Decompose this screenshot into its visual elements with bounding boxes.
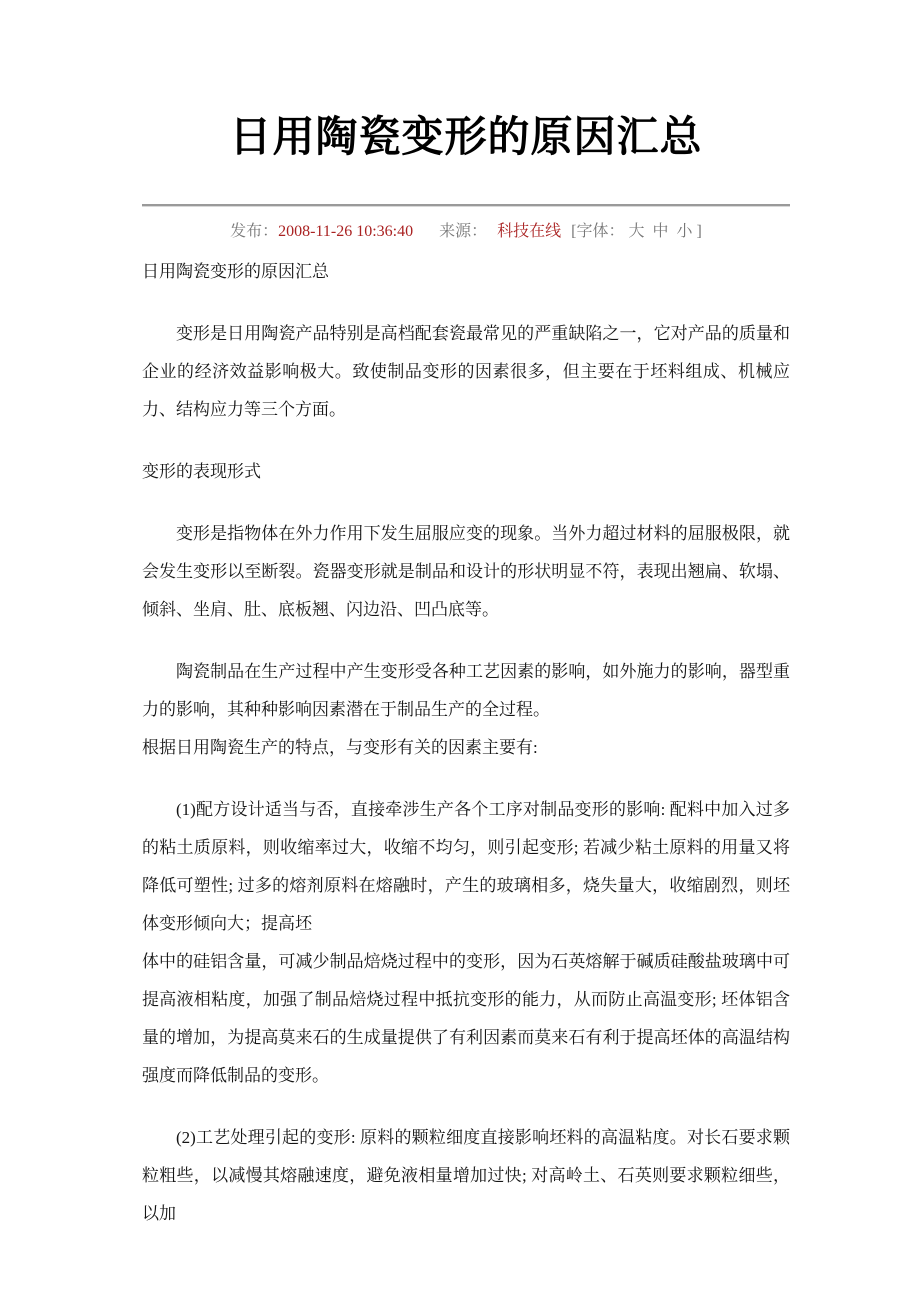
article-paragraph: 根据日用陶瓷生产的特点，与变形有关的因素主要有: xyxy=(142,738,538,757)
title-divider xyxy=(142,204,790,207)
font-size-medium[interactable]: 中 xyxy=(652,223,669,240)
article-paragraph: 变形是指物体在外力作用下发生屈服应变的现象。当外力超过材料的屈服极限，就会发生变形以至断裂。瓷器变形就是制品和设计的形状明显不符，表现出翘扁、软塌、倾斜、坐肩、肚、底板翘、闪边沿、凹凸底等。 xyxy=(142,524,790,619)
font-size-large[interactable]: 大 xyxy=(628,223,645,240)
article-paragraph: 陶瓷制品在生产过程中产生变形受各种工艺因素的影响，如外施力的影响，器型重力的影响，其种种影响因素潜在于制品生产的全过程。 xyxy=(142,662,790,719)
article-body xyxy=(142,253,790,1233)
source-label: 来源： xyxy=(439,223,488,240)
article-paragraph: 体中的硅铝含量，可减少制品焙烧过程中的变形，因为石英熔解于碱质硅酸盐玻璃中可提高液相粘度，加强了制品焙烧过程中抵抗变形的能力，从而防止高温变形; 坯体铝含量的增加，为提高莫来石的生成量提供了有利因素而莫来石有利于提高坯体的高温结构强度而降低制品的变形。 xyxy=(142,952,790,1085)
article-paragraph: (1)配方设计适当与否，直接牵涉生产各个工序对制品变形的影响: 配料中加入过多的粘土质原料，则收缩率过大，收缩不均匀，则引起变形; 若减少粘土原料的用量又将降低可塑性; 过多的熔剂原料在熔融时，产生的玻璃相多，烧失量大，收缩剧烈，则坯体变形倾向大；提高坯 xyxy=(142,800,790,933)
meta-line xyxy=(142,221,790,243)
article-paragraph: (2)工艺处理引起的变形: 原料的颗粒细度直接影响坯料的高温粘度。对长石要求颗粒粗些，以减慢其熔融速度，避免液相量增加过快; 对高岭土、石英则要求颗粒细些，以加 xyxy=(142,1128,790,1223)
publish-label: 发布： xyxy=(230,223,279,240)
source-link[interactable]: 科技在线 xyxy=(497,223,562,240)
publish-date: 2008-11-26 10:36:40 xyxy=(278,223,414,240)
font-size-small[interactable]: 小 xyxy=(676,223,693,240)
article-paragraph: 日用陶瓷变形的原因汇总 xyxy=(142,262,329,281)
font-size-label-open: [字体： xyxy=(571,223,625,240)
article-paragraph: 变形是日用陶瓷产品特别是高档配套瓷最常见的严重缺陷之一，它对产品的质量和企业的经济效益影响极大。致使制品变形的因素很多，但主要在于坯料组成、机械应力、结构应力等三个方面。 xyxy=(142,324,790,419)
page-title: 日用陶瓷变形的原因汇总 xyxy=(229,115,703,161)
article-paragraph: 变形的表现形式 xyxy=(142,462,261,481)
document-page xyxy=(0,112,920,1302)
font-size-label-close: ] xyxy=(696,223,702,240)
font-size-options xyxy=(624,223,696,240)
